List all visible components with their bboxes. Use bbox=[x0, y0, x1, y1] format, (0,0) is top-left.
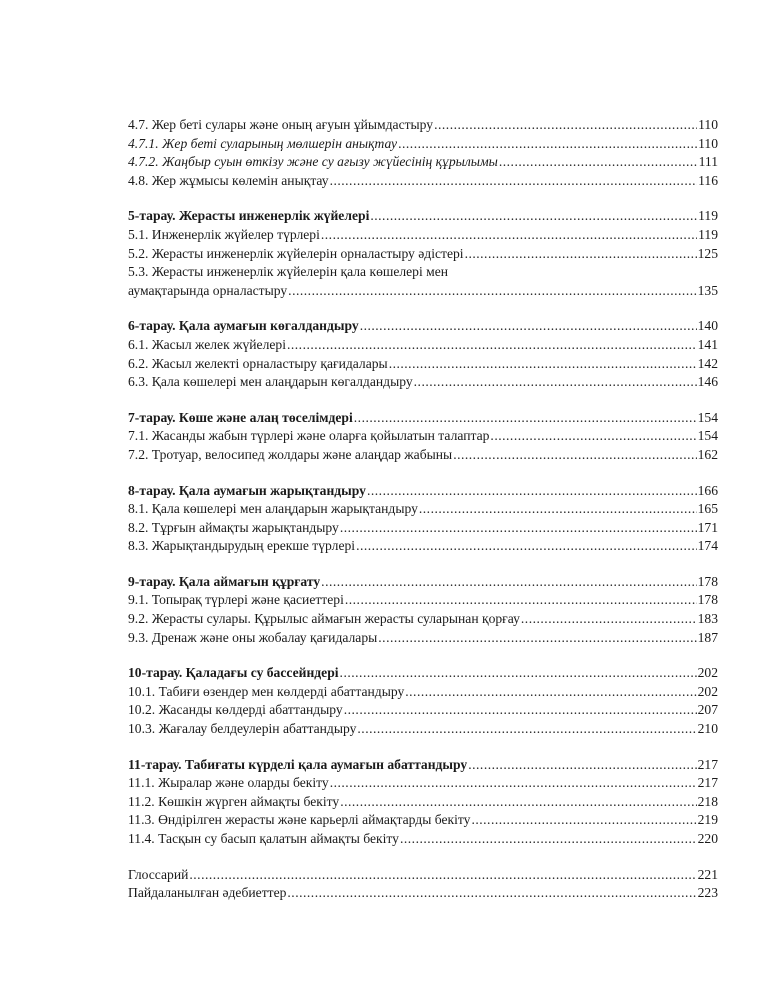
dot-leader bbox=[360, 317, 697, 336]
toc-page-number: 111 bbox=[698, 154, 718, 170]
toc-page-number: 142 bbox=[697, 355, 718, 371]
toc-entry-title: 4.7.1. Жер беті суларының мөлшерін анықтау bbox=[128, 135, 398, 151]
toc-entry-title: 6.1. Жасыл желек жүйелері bbox=[128, 336, 286, 352]
dot-leader bbox=[356, 537, 697, 556]
toc-page-number: 202 bbox=[697, 665, 718, 681]
dot-leader bbox=[453, 446, 696, 465]
toc-entry bbox=[128, 282, 718, 301]
dot-leader bbox=[521, 610, 697, 629]
dot-leader bbox=[398, 135, 697, 154]
toc-page-number: 154 bbox=[697, 428, 718, 444]
toc-chapter-entry bbox=[128, 409, 718, 428]
toc-section bbox=[128, 207, 718, 300]
toc-entry-title: 4.7. Жер беті сулары және оның ағуын ұйымдастыру bbox=[128, 117, 434, 132]
dot-leader bbox=[367, 482, 697, 501]
toc-entry-title: 5-тарау. Жерасты инженерлік жүйелері bbox=[128, 208, 370, 224]
toc-entry bbox=[128, 683, 718, 702]
toc-entry bbox=[128, 830, 718, 849]
dot-leader bbox=[357, 720, 696, 739]
dot-leader bbox=[340, 664, 697, 683]
toc-page-number: 202 bbox=[697, 683, 718, 699]
section-gap bbox=[128, 300, 718, 317]
dot-leader bbox=[378, 629, 696, 648]
dot-leader bbox=[490, 427, 696, 446]
dot-leader bbox=[405, 683, 696, 702]
toc-entry-title: 7-тарау. Көше және алаң төселімдері bbox=[128, 409, 353, 425]
toc-entry bbox=[128, 811, 718, 830]
dot-leader bbox=[414, 373, 697, 392]
toc-entry-title: Пайдаланылған әдебиеттер bbox=[128, 885, 287, 901]
toc-page-number: 162 bbox=[697, 446, 718, 462]
toc-entry bbox=[128, 373, 718, 392]
toc-section bbox=[128, 116, 718, 190]
toc-section bbox=[128, 866, 718, 903]
toc-page-number: 221 bbox=[697, 866, 718, 882]
toc-page-number: 154 bbox=[697, 409, 718, 425]
toc-entry bbox=[128, 355, 718, 374]
toc-page-number: 166 bbox=[697, 482, 718, 498]
toc-entry bbox=[128, 245, 718, 264]
toc-entry bbox=[128, 172, 718, 191]
toc-entry-title: 11.1. Жыралар және оларды бекіту bbox=[128, 775, 329, 791]
toc-entry-title: 4.7.2. Жаңбыр суын өткізу және су ағызу жүйесінің құрылымы bbox=[128, 154, 498, 170]
toc-entry bbox=[128, 153, 718, 172]
toc-entry-title: 7.1. Жасанды жабын түрлері және оларға қойылатын талаптар bbox=[128, 428, 490, 444]
section-gap bbox=[128, 556, 718, 573]
toc-page-number: 171 bbox=[697, 519, 718, 535]
dot-leader bbox=[400, 830, 697, 849]
dot-leader bbox=[288, 282, 696, 301]
toc-entry bbox=[128, 336, 718, 355]
toc-page-number: 178 bbox=[697, 573, 718, 589]
toc-entry bbox=[128, 427, 718, 446]
toc-section bbox=[128, 482, 718, 556]
toc-section bbox=[128, 409, 718, 465]
toc-page-number: 125 bbox=[697, 245, 718, 261]
toc-entry-title: 11.3. Өндірілген жерасты және карьерлі аймақтарды бекіту bbox=[128, 812, 471, 828]
toc-entry-title: 5.2. Жерасты инженерлік жүйелерін орналастыру әдістері bbox=[128, 245, 464, 261]
dot-leader bbox=[471, 811, 696, 830]
toc-entry-title: 10.3. Жағалау белдеулерін абаттандыру bbox=[128, 721, 357, 737]
dot-leader bbox=[468, 756, 696, 775]
toc-entry bbox=[128, 500, 718, 519]
toc-page-number: 217 bbox=[697, 775, 718, 791]
section-gap bbox=[128, 849, 718, 866]
toc-entry-title-line: 5.3. Жерасты инженерлік жүйелерін қала көшелері мен bbox=[128, 264, 449, 280]
dot-leader bbox=[499, 153, 698, 172]
section-gap bbox=[128, 465, 718, 482]
toc-page-number: 219 bbox=[697, 812, 718, 828]
toc-page-number: 174 bbox=[697, 538, 718, 554]
toc-entry bbox=[128, 720, 718, 739]
toc-section bbox=[128, 664, 718, 738]
section-gap bbox=[128, 190, 718, 207]
toc-entry bbox=[128, 866, 718, 885]
dot-leader bbox=[419, 500, 697, 519]
toc-page-number: 165 bbox=[697, 501, 718, 517]
section-gap bbox=[128, 392, 718, 409]
dot-leader bbox=[465, 245, 697, 264]
toc-entry bbox=[128, 116, 718, 135]
toc-entry-title: 9.3. Дренаж және оны жобалау қағидалары bbox=[128, 629, 378, 645]
toc-entry-title: 7.2. Тротуар, велосипед жолдары және алаңдар жабыны bbox=[128, 446, 453, 462]
toc-entry bbox=[128, 446, 718, 465]
toc-page-number: 110 bbox=[698, 117, 718, 132]
toc-entry-title: 6.3. Қала көшелері мен алаңдарын көгалдандыру bbox=[128, 374, 413, 390]
dot-leader bbox=[189, 866, 696, 885]
toc-page-number: 220 bbox=[697, 831, 718, 846]
toc-page-number: 223 bbox=[697, 885, 718, 901]
toc-entry-title: 11.4. Тасқын су басып қалатын аймақты бекіту bbox=[128, 831, 399, 846]
toc-entry-title: 8.2. Тұрғын аймақты жарықтандыру bbox=[128, 519, 339, 535]
dot-leader bbox=[345, 591, 697, 610]
toc-entry-title: 9-тарау. Қала аймағын құрғату bbox=[128, 573, 321, 589]
toc-chapter-entry bbox=[128, 756, 718, 775]
toc-entry-title: 8.3. Жарықтандырудың ерекше түрлері bbox=[128, 538, 356, 554]
toc-page-number: 119 bbox=[698, 226, 718, 242]
dot-leader bbox=[370, 207, 697, 226]
toc-section bbox=[128, 573, 718, 647]
toc-page-number: 141 bbox=[697, 336, 718, 352]
toc-page-number: 119 bbox=[698, 208, 718, 224]
toc-section bbox=[128, 756, 718, 849]
dot-leader bbox=[287, 336, 697, 355]
toc-entry-title: 6.2. Жасыл желекті орналастыру қағидалары bbox=[128, 355, 388, 371]
dot-leader bbox=[330, 172, 698, 191]
toc-entry bbox=[128, 701, 718, 720]
toc-entry-title: 9.2. Жерасты сулары. Құрылыс аймағын жерасты суларынан қорғау bbox=[128, 611, 520, 627]
toc-page-number: 183 bbox=[697, 611, 718, 627]
toc-entry-title: 6-тарау. Қала аумағын көгалдандыру bbox=[128, 318, 359, 334]
toc-entry bbox=[128, 884, 718, 903]
dot-leader bbox=[287, 884, 696, 903]
toc-entry-title: 11.2. Көшкін жүрген аймақты бекіту bbox=[128, 793, 340, 809]
toc-entry-title: 4.8. Жер жұмысы көлемін анықтау bbox=[128, 172, 329, 188]
dot-leader bbox=[344, 701, 697, 720]
toc-entry-title: 10.2. Жасанды көлдерді абаттандыру bbox=[128, 702, 343, 718]
toc-entry bbox=[128, 226, 718, 245]
table-of-contents bbox=[128, 116, 718, 903]
toc-entry bbox=[128, 135, 718, 154]
toc-entry-title: 10-тарау. Қаладағы су бассейндері bbox=[128, 665, 339, 681]
toc-page-number: 218 bbox=[697, 793, 718, 809]
toc-page-number: 140 bbox=[697, 318, 718, 334]
toc-page-number: 217 bbox=[697, 756, 718, 772]
toc-entry-title: 10.1. Табиғи өзендер мен көлдерді абаттандыру bbox=[128, 683, 405, 699]
toc-entry-title: Глоссарий bbox=[128, 866, 189, 882]
toc-entry-title: аумақтарында орналастыру bbox=[128, 282, 288, 298]
toc-chapter-entry bbox=[128, 207, 718, 226]
toc-page-number: 187 bbox=[697, 629, 718, 645]
toc-entry-title: 11-тарау. Табиғаты күрделі қала аумағын абаттандыру bbox=[128, 756, 468, 772]
dot-leader bbox=[354, 409, 697, 428]
toc-page-number: 146 bbox=[697, 374, 718, 390]
toc-entry bbox=[128, 519, 718, 538]
toc-page-number: 116 bbox=[698, 172, 718, 188]
dot-leader bbox=[321, 226, 697, 245]
toc-entry-title: 5.1. Инженерлік жүйелер түрлері bbox=[128, 226, 320, 242]
toc-section bbox=[128, 317, 718, 391]
toc-chapter-entry bbox=[128, 573, 718, 592]
toc-page-number: 110 bbox=[698, 135, 718, 151]
toc-page-number: 210 bbox=[697, 721, 718, 737]
dot-leader bbox=[340, 519, 697, 538]
section-gap bbox=[128, 739, 718, 756]
dot-leader bbox=[340, 793, 696, 812]
toc-entry bbox=[128, 591, 718, 610]
toc-page-number: 135 bbox=[697, 282, 718, 298]
toc-entry bbox=[128, 610, 718, 629]
toc-entry bbox=[128, 537, 718, 556]
toc-page-number: 207 bbox=[697, 702, 718, 718]
toc-chapter-entry bbox=[128, 317, 718, 336]
toc-entry-title: 9.1. Топырақ түрлері және қасиеттері bbox=[128, 592, 344, 608]
toc-entry bbox=[128, 629, 718, 648]
toc-page-number: 178 bbox=[697, 592, 718, 608]
dot-leader bbox=[389, 355, 697, 374]
dot-leader bbox=[330, 774, 697, 793]
toc-chapter-entry bbox=[128, 482, 718, 501]
toc-entry-title: 8.1. Қала көшелері мен алаңдарын жарықтандыру bbox=[128, 501, 418, 517]
toc-chapter-entry bbox=[128, 664, 718, 683]
toc-entry bbox=[128, 793, 718, 812]
dot-leader bbox=[434, 116, 697, 135]
toc-entry bbox=[128, 774, 718, 793]
toc-entry-title: 8-тарау. Қала аумағын жарықтандыру bbox=[128, 482, 366, 498]
dot-leader bbox=[321, 573, 696, 592]
section-gap bbox=[128, 647, 718, 664]
